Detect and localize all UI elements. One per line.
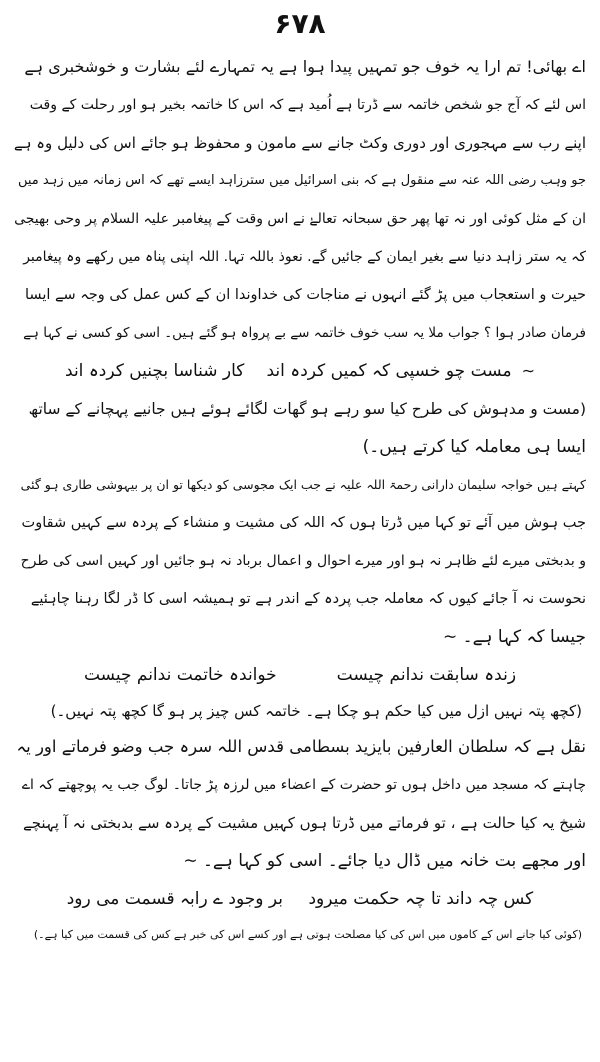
- page-body: [14, 48, 586, 952]
- text-line: کہ یہ ستر زاہد دنیا سے بغیر ایمان کے جائیں گے. نعوذ باللہ تہا. اللہ اپنی پناہ میں رکھے وہ پیغامبر: [23, 249, 586, 265]
- verse-2-right: زندہ سابقت ندانم چیست: [336, 665, 517, 685]
- verse-1-right-text: مست چو خسپی کہ کمیں کردہ اند: [266, 361, 512, 381]
- text-line: اے بھائی! تم ارا یہ خوف جو تمہیں پیدا ہوا ہے یہ تمہارے لئے بشارت و خوشخبری ہے: [24, 57, 586, 76]
- text-line: نقل ہے کہ سلطان العارفین بایزید بسطامی قدس اللہ سرہ جب وضو فرماتے اور یہ: [16, 737, 586, 756]
- verse-3-translation: (کوئی کیا جانے اس کے کاموں میں اس کی کیا مصلحت ہوتی ہے اور کسے اس کی خبر ہے کس کی قسمت میں کیا ہے۔): [33, 928, 582, 941]
- verse-3: [14, 880, 586, 918]
- verse-1-left: کار شناسا بچنیں کردہ اند: [65, 361, 245, 381]
- verse-1: [14, 352, 586, 390]
- text-line: جب ہوش میں آئے تو کہا میں ڈرتا ہوں کہ اللہ کی مشیت و منشاء کے پردہ سے کہیں شقاوت: [21, 515, 586, 531]
- text-line: جو وہب رضی اللہ عنہ سے منقول ہے کہ بنی اسرائیل میں سترزاہد ایسے تھے کہ اس زمانہ میں زہد میں: [17, 173, 586, 188]
- verse-2-left: خواندہ خاتمت ندانم چیست: [83, 665, 277, 685]
- text-line: چاہتے کہ مسجد میں داخل ہوں تو حضرت کے اعضاء میں لرزہ پڑ جاتا۔ لوگ جب یہ پوچھتے کہ اے: [21, 777, 586, 793]
- verse-2-translation: (کچھ پتہ نہیں ازل میں کیا حکم ہو چکا ہے۔ خاتمہ کس چیز پر ہو گا کچھ پتہ نہیں۔): [50, 702, 582, 720]
- verse-1-translation-line: ایسا ہی معاملہ کیا کرتے ہیں۔): [362, 437, 586, 457]
- verse-mark: ∽: [521, 361, 535, 380]
- paragraph-3: [14, 728, 586, 880]
- text-line: ان کے مثل کوئی اور نہ تھا پھر حق سبحانہ تعالےٰ نے اس وقت کے پیغامبر علیہ السلام پر وحی بھیجی: [14, 211, 586, 227]
- text-line: و بدبختی میرے لئے ظاہر نہ ہو اور میرے احوال و اعمال برباد نہ ہو جائیں اور کہیں اسی کی طرح: [20, 553, 586, 569]
- verse-1-right: [266, 352, 535, 390]
- text-line: حیرت و استعجاب میں پڑ گئے انہوں نے مناجات کی خداوندا ان کے کس عمل کی وجہ سے ایسا: [24, 287, 586, 303]
- text-line: نحوست نہ آ جائے کیوں کہ معاملہ جب پردہ کے اندر ہے تو ہمیشہ اسی کا ڈر لگا رہنا چاہئیے: [30, 591, 586, 607]
- text-line: کہتے ہیں خواجہ سلیمان دارانی رحمۃ اللہ علیہ نے جب ایک مجوسی کو دیکھا تو ان پر بیہوشی طاری ہو گئی: [20, 477, 586, 492]
- verse-3-left: بر وجود ے رابہ قسمت می رود: [66, 889, 284, 909]
- text-line: شیخ یہ کیا حالت ہے ، تو فرماتے میں ڈرتا ہوں کہیں مشیت کے پردہ سے بدبختی نہ آ پہنچے: [22, 814, 586, 832]
- text-line: اس لئے کہ آج جو شخص خاتمہ سے ڈرتا ہے اُمید ہے کہ اس کا خاتمہ بخیر ہو اور رحلت کے وقت: [29, 97, 586, 113]
- text-line: اپنے رب سے مہجوری اور دوری وکٹ جانے سے مامون و محفوظ ہو جائے اس کی دلیل وہ ہے: [14, 134, 586, 152]
- paragraph-1: [14, 48, 586, 352]
- text-line: جیسا کہ کہا ہے۔ ∽: [442, 627, 586, 647]
- text-line: اور مجھے بت خانہ میں ڈال دیا جائے۔ اسی کو کہا ہے۔ ∽: [183, 851, 586, 871]
- text-line: فرمان صادر ہوا ؟ جواب ملا یہ سب خوف خاتمہ سے بے پرواہ ہو گئے ہیں۔ اسی کو کسی نے کہا ہے: [23, 325, 586, 341]
- verse-2: [14, 656, 586, 694]
- verse-3-right: کس چہ داند تا چہ حکمت میرود: [308, 889, 534, 909]
- paragraph-2: [14, 466, 586, 656]
- page-number: ۶۷۸: [274, 7, 326, 40]
- verse-1-translation-line: (مست و مدہوش کی طرح کیا سو رہے ہو گھات لگائے ہوئے ہیں جانیے پہچانے کے ساتھ: [28, 400, 586, 418]
